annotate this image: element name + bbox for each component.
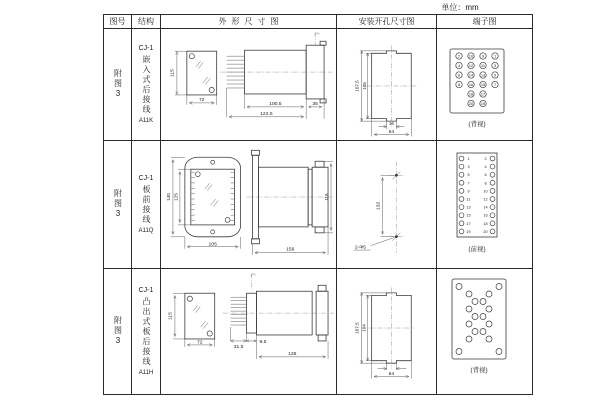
row3-struct-cell — [132, 269, 161, 394]
row2-outline-cell — [161, 141, 337, 269]
side-view — [247, 150, 335, 254]
view-label: (背视) — [470, 367, 488, 374]
dim-height: 115 — [168, 312, 174, 321]
r2-install-drawing — [337, 141, 436, 269]
struct-name: 凸出式板后接线 — [142, 297, 151, 367]
front-view — [169, 51, 216, 105]
r1-terminal-drawing — [437, 29, 532, 141]
terminal-number: 7 — [493, 82, 497, 87]
row1-fig-cell — [104, 29, 132, 141]
terminal-number: 17 — [466, 221, 471, 226]
terminal-number: 20 — [483, 229, 488, 234]
struct-name: 嵌入式后接线 — [142, 55, 151, 115]
side-view — [223, 273, 334, 359]
view-label: (背视) — [468, 120, 486, 128]
terminal-number: 1 — [493, 53, 497, 58]
dim-depth: 156 — [286, 247, 295, 253]
row2-install-cell — [337, 141, 437, 269]
struct-name: 板前接线 — [142, 185, 151, 225]
terminal-number: 13 — [480, 72, 486, 77]
dim-width: 72 — [197, 340, 203, 346]
dim-width: 105 — [208, 241, 217, 247]
dim-cutout-width: 64 — [388, 372, 395, 378]
terminal-number: 8 — [457, 82, 461, 87]
dim-body-depth: 100.5 — [269, 101, 282, 107]
fig-number: 附图3 — [113, 189, 123, 220]
terminal-number: 3 — [493, 63, 497, 68]
model-code: A11H — [138, 370, 154, 376]
terminal-number: 13 — [466, 205, 471, 210]
side-view — [221, 32, 332, 119]
model-series: CJ-1 — [138, 45, 154, 52]
header-struct: 结构 — [138, 17, 154, 26]
view-label: (前视) — [468, 245, 486, 253]
terminal-number: 17 — [480, 91, 486, 96]
dim-slot: 16 — [388, 120, 394, 126]
row3-outline-cell — [161, 269, 337, 394]
row2-fig-cell — [104, 141, 132, 269]
row1-struct-cell — [132, 29, 161, 141]
corner-studs — [456, 284, 502, 355]
terminal-number: 16 — [468, 82, 474, 87]
terminal-strip — [459, 156, 495, 234]
r1-outline-drawing — [161, 29, 336, 141]
dim-outer-height: 140 — [165, 192, 171, 201]
r1-install-drawing — [337, 29, 436, 141]
terminal-number: 9 — [481, 53, 485, 58]
dim-body-length: 126 — [288, 351, 297, 357]
dim-cutout-width: 64 — [388, 129, 395, 135]
terminal-number: 10 — [483, 188, 488, 193]
terminal-number: 16 — [483, 213, 488, 218]
terminal-number: 14 — [468, 72, 474, 77]
terminal-number: 14 — [483, 205, 488, 210]
row1-outline-cell — [161, 29, 337, 141]
row3-install-cell — [337, 269, 437, 394]
terminal-number: 6 — [484, 172, 487, 177]
terminal-number: 7 — [467, 180, 470, 185]
dim-inner: 104 — [361, 324, 367, 332]
dimension-table — [103, 14, 533, 395]
terminal-number: 11 — [466, 197, 471, 201]
terminal-number: 5 — [493, 72, 497, 77]
dim-hole-pitch: 132 — [376, 201, 382, 210]
dim-total-depth: 122.5 — [260, 111, 273, 117]
terminal-number: 4 — [457, 63, 461, 68]
dim-outer: 107.5 — [354, 322, 360, 334]
model-code: A11K — [138, 118, 154, 124]
terminal-number: 5 — [467, 172, 470, 177]
terminal-number: 12 — [483, 197, 488, 201]
front-view — [166, 157, 241, 248]
terminal-number: 6 — [457, 72, 461, 77]
terminal-number: 2 — [457, 53, 461, 58]
row2-struct-cell — [132, 141, 161, 269]
row3-terminal-cell — [437, 269, 532, 394]
r3-terminal-drawing — [437, 269, 532, 394]
row3-fig-cell — [104, 269, 132, 394]
dim-rear-height: 115 — [324, 192, 330, 201]
terminal-number: 4 — [484, 164, 487, 169]
dim-height: 115 — [170, 68, 176, 77]
model-series: CJ-1 — [138, 287, 154, 294]
terminal-number: 9 — [467, 188, 470, 193]
terminal-number: 1 — [467, 156, 470, 161]
r3-outline-drawing — [161, 269, 336, 394]
terminal-number: 3 — [467, 164, 470, 169]
terminal-number: 18 — [483, 221, 488, 226]
terminal-number: 20 — [468, 101, 474, 106]
row2-terminal-cell — [437, 141, 532, 269]
r2-terminal-drawing — [437, 141, 532, 269]
dim-width: 72 — [199, 97, 205, 103]
front-view — [167, 293, 214, 347]
terminal-number: 19 — [466, 229, 471, 234]
header-terminal: 端子图 — [472, 17, 497, 26]
terminal-number: 2 — [484, 156, 487, 161]
terminal-number: 10 — [468, 53, 474, 58]
header-fig: 图号 — [109, 17, 126, 26]
dim-outer: 107.5 — [354, 79, 360, 92]
dim-inner: 105 — [361, 81, 367, 90]
hole-spec-label: 2-Φ5 — [354, 245, 366, 251]
dim-front: 9.5 — [259, 339, 267, 345]
terminal-number: 12 — [468, 63, 474, 68]
dim-inner-height: 125 — [173, 192, 179, 201]
r2-outline-drawing — [161, 141, 336, 269]
terminal-number: 19 — [480, 101, 486, 106]
terminal-number: 18 — [468, 91, 474, 96]
terminal-number: 8 — [484, 180, 487, 185]
terminal-number: 15 — [466, 213, 471, 218]
terminal-number: 11 — [481, 63, 485, 68]
terminal-number: 15 — [480, 82, 486, 87]
fig-number: 附图3 — [113, 316, 123, 347]
header-outline: 外形尺寸图 — [218, 17, 284, 26]
terminal-circles — [466, 291, 492, 342]
dim-flange: 35 — [312, 101, 318, 107]
header-install: 安装开孔尺寸图 — [358, 17, 415, 26]
row1-install-cell — [337, 29, 437, 141]
model-series: CJ-1 — [138, 175, 154, 182]
r3-install-drawing — [337, 269, 436, 394]
fig-number: 附图3 — [113, 69, 123, 100]
terminal-circles — [456, 52, 498, 106]
unit-label: 单位：mm — [441, 3, 479, 12]
dim-pin-length: 31.5 — [233, 344, 244, 350]
model-code: A11Q — [138, 228, 154, 234]
row1-terminal-cell — [437, 29, 532, 141]
